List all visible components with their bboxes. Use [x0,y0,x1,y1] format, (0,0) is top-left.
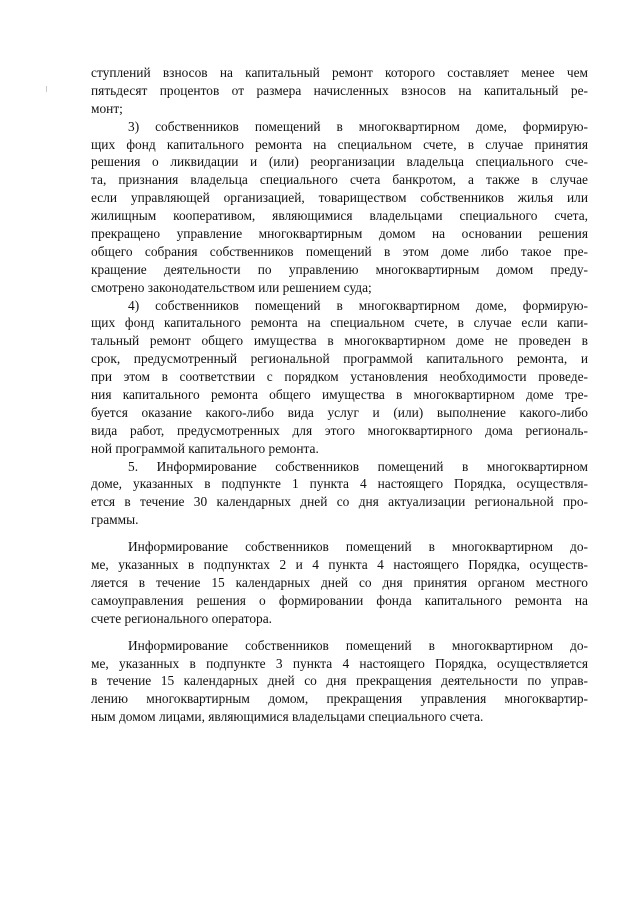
text-line: ляется в течение 15 календарных дней со дня принятия органом местного [91,574,588,590]
text-line: 4) собственников помещений в многоквартирном доме, формирую- [128,297,588,313]
text-line: тальный ремонт общего имущества в многоквартирном доме не проведен в [91,333,588,349]
text-line: в течение 15 календарных дней со дня прекращения деятельности по управ- [91,673,588,689]
text-line: смотрено законодательством или решением суда; [91,279,372,295]
text-line: кращение деятельности по управлению многоквартирным домом преду- [91,261,588,277]
text-line: щих фонд капитального ремонта на специальном счете, в случае принятия [91,136,588,152]
document-body [91,64,588,726]
paragraph-3 [91,297,588,458]
scan-margin-mark [46,86,47,92]
text-line: 5. Информирование собственников помещений в многоквартирном [128,458,588,474]
text-line: прекращено управление многоквартирным домом на основании решения [91,226,588,242]
text-line: при этом в соответствии с порядком установления необходимости проведе- [91,369,588,385]
text-line: та, признания владельца специального счета банкротом, а также в случае [91,172,588,188]
text-line: пятьдесят процентов от размера начисленных взносов на капитальный ре- [91,82,588,98]
text-line: ной программой капитального ремонта. [91,440,319,456]
text-line: граммы. [91,512,139,528]
text-line: ным домом лицами, являющимися владельцами специального счета. [91,709,484,725]
text-line: 3) собственников помещений в многоквартирном доме, формирую- [128,118,588,134]
text-line: ме, указанных в подпункте 3 пункта 4 настоящего Порядка, осуществляется [91,655,588,671]
text-line: Информирование собственников помещений в многоквартирном до- [128,637,588,653]
text-line: решения о ликвидации и (или) реорганизации владельца специального сче- [91,154,588,170]
text-line: буется оказание какого-либо вида услуг и (или) выполнение какого-либо [91,404,588,420]
text-line: вида работ, предусмотренных для этого многоквартирного дома региональ- [91,422,588,438]
text-line: доме, указанных в подпункте 1 пункта 4 настоящего Порядка, осуществля- [91,476,588,492]
text-line: лению многоквартирным домом, прекращения управления многоквартир- [91,691,588,707]
text-line: щих фонд капитального ремонта на специальном счете, в случае если капи- [91,315,588,331]
paragraph-6 [91,637,588,726]
text-line: самоуправления решения о формировании фонда капитального ремонта на [91,592,588,608]
text-line: счете регионального оператора. [91,610,273,626]
text-line: ме, указанных в подпунктах 2 и 4 пункта 4 настоящего Порядка, осуществ- [91,557,588,573]
paragraph-1 [91,64,588,118]
text-line: срок, предусмотренный региональной программой капитального ремонта, и [91,351,588,367]
text-line: ется в течение 30 календарных дней со дня актуализации региональной про- [91,494,588,510]
text-line: Информирование собственников помещений в многоквартирном до- [128,539,588,555]
paragraph-5 [91,538,588,627]
text-line: если управляющей организацией, товариществом собственников жилья или [91,190,588,206]
paragraph-4 [91,458,588,530]
text-line: ступлений взносов на капитальный ремонт которого составляет менее чем [91,65,588,80]
text-line: жилищным кооперативом, являющимися владельцами специального счета, [91,208,588,224]
paragraph-2 [91,118,588,297]
text-line: общего собрания собственников помещений в этом доме либо такое пре- [91,243,588,259]
text-line: монт; [91,100,123,116]
text-line: ния капитального ремонта общего имущества в многоквартирном доме тре- [91,387,588,403]
